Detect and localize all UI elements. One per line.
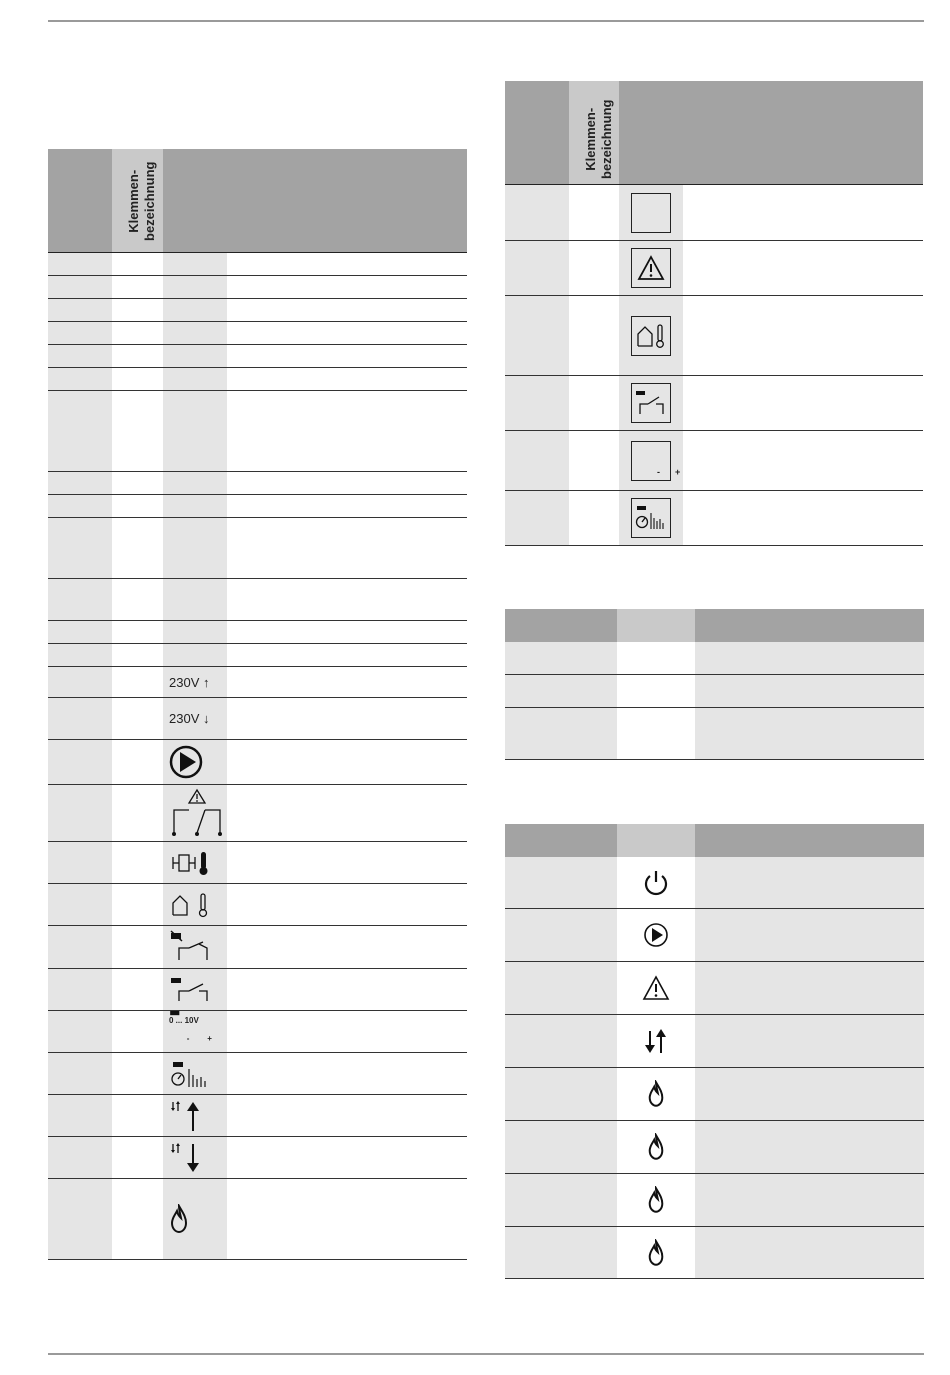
scale-plus: + [207,1034,212,1043]
table-row [48,667,467,698]
terminal-table-left [48,149,467,1260]
table-row [48,276,467,299]
scale-minus: - [186,1034,190,1043]
pump-icon [169,745,203,779]
table-row [48,785,467,842]
table-row [505,1068,924,1121]
table-row [505,431,923,491]
table-row [48,391,467,472]
pump-icon [643,922,669,948]
table-row [48,345,467,368]
power-icon [642,869,670,897]
table-header [505,824,924,857]
top-rule [48,20,924,22]
table-row [48,322,467,345]
scale-range-label: 0 ... 10V [169,1016,199,1025]
table-row [505,675,924,708]
flame-icon [647,1239,665,1267]
room-thermometer-icon [635,322,667,350]
flame-icon [647,1133,665,1161]
modulation-up-icon [169,1099,209,1133]
table-row [505,1015,924,1068]
230v-down-label: 230V ↓ [169,711,210,726]
table-row [48,472,467,495]
outdoor-sensor-icon [169,849,215,877]
flame-icon [647,1080,665,1108]
warning-triangle-icon [637,255,665,281]
table-row [48,926,467,969]
up-down-arrows-icon [643,1027,669,1055]
table-row [48,299,467,322]
table-row [48,1095,467,1137]
warning-triangle-icon [642,975,670,1001]
bottom-rule [48,1353,924,1355]
header-terminal-label: Klemmen- bezeichnung [126,161,157,241]
empty-box-icon [631,193,671,233]
heating-contact-icon [169,975,215,1005]
table-row [48,579,467,621]
table-row [48,644,467,667]
room-thermometer-icon [169,891,215,919]
table-row [505,857,924,909]
scale-minus: - [657,466,661,477]
heating-contact-icon [634,388,668,418]
table-row [48,698,467,740]
table-row [505,962,924,1015]
table-row [505,1174,924,1227]
table-row [48,621,467,644]
table-row [505,708,924,760]
table-row [48,1011,467,1053]
modulation-down-icon [169,1141,209,1175]
table-row [505,1121,924,1174]
table-header [505,81,923,185]
alarm-relay-icon [169,788,225,838]
table-row [48,368,467,391]
table-row [505,642,924,675]
table-row [505,185,923,241]
table-row [48,969,467,1011]
header-terminal-label: Klemmen- bezeichnung [583,99,614,179]
table-row [48,495,467,518]
table-header [48,149,467,253]
table-row [48,253,467,276]
table-row [505,376,923,431]
table-row [48,842,467,884]
led-table-2 [505,824,924,1279]
table-row [48,740,467,785]
table-row [48,1137,467,1179]
flame-icon [169,1204,189,1234]
scale-plus: + [675,466,681,477]
heating-timer-icon [169,1059,215,1089]
flame-icon [647,1186,665,1214]
table-header [505,609,924,642]
table-row [505,1227,924,1279]
table-row [505,909,924,962]
table-row [48,518,467,579]
230v-up-label: 230V ↑ [169,674,210,690]
table-row [505,296,923,376]
heating-timer-icon [634,503,668,533]
terminal-table-right [505,81,923,546]
table-row [48,884,467,926]
heating-block-contact-icon [169,930,215,964]
led-table-1 [505,609,924,760]
table-row [48,1053,467,1095]
table-row [48,1179,467,1260]
table-row [505,241,923,296]
table-row [505,491,923,546]
